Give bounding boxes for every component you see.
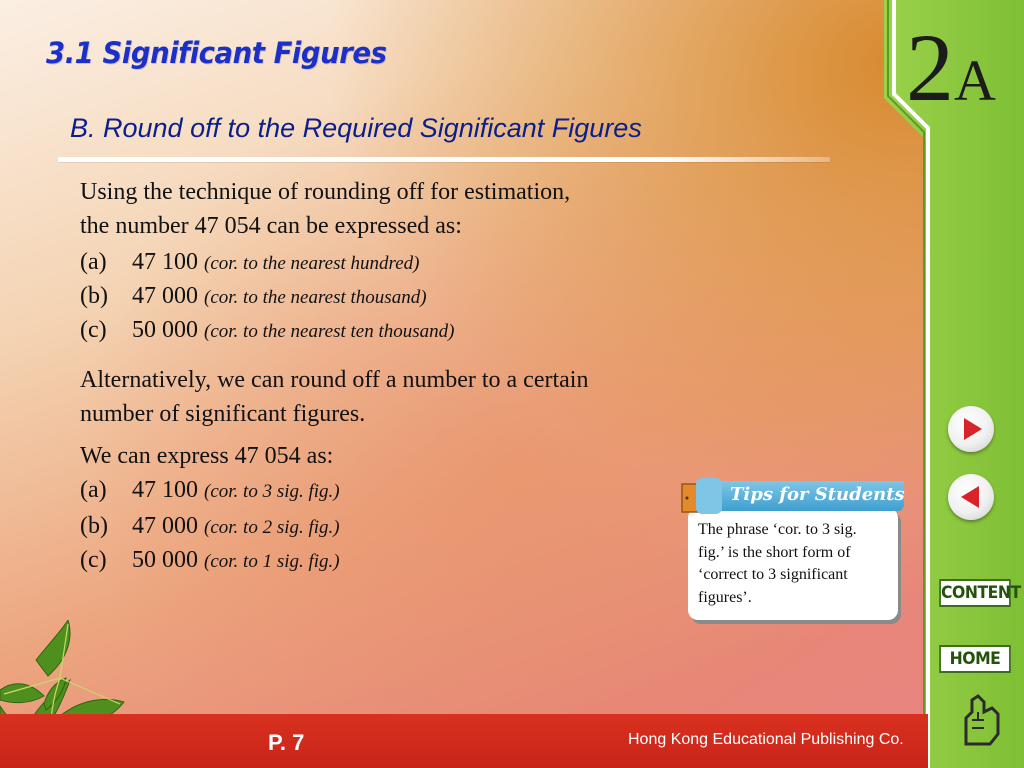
item-note: (cor. to 1 sig. fig.) — [204, 551, 340, 572]
list-item — [80, 547, 340, 574]
list-item — [80, 317, 454, 344]
item-note: (cor. to 3 sig. fig.) — [204, 481, 340, 502]
chapter-number: 2 — [906, 14, 954, 121]
item-note: (cor. to the nearest hundred) — [204, 253, 420, 274]
item-value: 50 000 — [132, 547, 198, 573]
alt-line-1: Alternatively, we can round off a number to a certain — [80, 367, 589, 393]
home-button[interactable]: HOME — [939, 645, 1011, 673]
subtitle: B. Round off to the Required Significant Figures — [70, 113, 642, 143]
list-item — [80, 513, 340, 540]
item-note: (cor. to the nearest thousand) — [204, 287, 427, 308]
next-arrow-icon — [948, 406, 994, 452]
page-number: P. 7 — [268, 730, 305, 755]
next-button[interactable] — [948, 406, 994, 452]
item-label: (a) — [80, 477, 107, 503]
item-value: 47 100 — [132, 477, 198, 503]
tips-text — [698, 519, 894, 609]
chapter-section: A — [954, 48, 996, 113]
item-value: 50 000 — [132, 317, 198, 343]
item-value: 47 100 — [132, 249, 198, 275]
tips-title: Tips for Students — [730, 484, 905, 505]
item-label: (b) — [80, 283, 108, 309]
divider — [58, 157, 830, 162]
item-label: (a) — [80, 249, 107, 275]
intro-line-2: the number 47 054 can be expressed as: — [80, 213, 462, 239]
door-icon — [680, 478, 724, 518]
tips-line: figures’. — [698, 588, 752, 606]
alt-line-3: We can express 47 054 as: — [80, 443, 334, 469]
previous-button[interactable] — [948, 474, 994, 520]
item-note: (cor. to the nearest ten thousand) — [204, 321, 455, 342]
tips-line: ‘correct to 3 significant — [698, 566, 848, 583]
item-label: (b) — [80, 513, 108, 539]
item-label: (c) — [80, 547, 107, 573]
list-item — [80, 477, 340, 504]
section-title: 3.1 Significant Figures — [46, 36, 387, 70]
item-value: 47 000 — [132, 513, 198, 539]
item-label: (c) — [80, 317, 107, 343]
list-item — [80, 249, 419, 276]
tips-line: fig.’ is the short form of — [698, 543, 851, 561]
item-value: 47 000 — [132, 283, 198, 309]
item-note: (cor. to 2 sig. fig.) — [204, 517, 340, 538]
list-item — [80, 283, 427, 310]
chapter-badge — [906, 14, 996, 121]
publisher-name: Hong Kong Educational Publishing Co. — [628, 731, 904, 748]
alt-line-2: number of significant figures. — [80, 401, 366, 427]
tips-line: The phrase ‘cor. to 3 sig. — [698, 521, 857, 538]
previous-arrow-icon — [948, 474, 994, 520]
intro-line-1: Using the technique of rounding off for estimation, — [80, 179, 571, 205]
content-button[interactable]: CONTENT — [939, 579, 1011, 607]
hand-pointer-icon[interactable] — [958, 690, 1004, 750]
